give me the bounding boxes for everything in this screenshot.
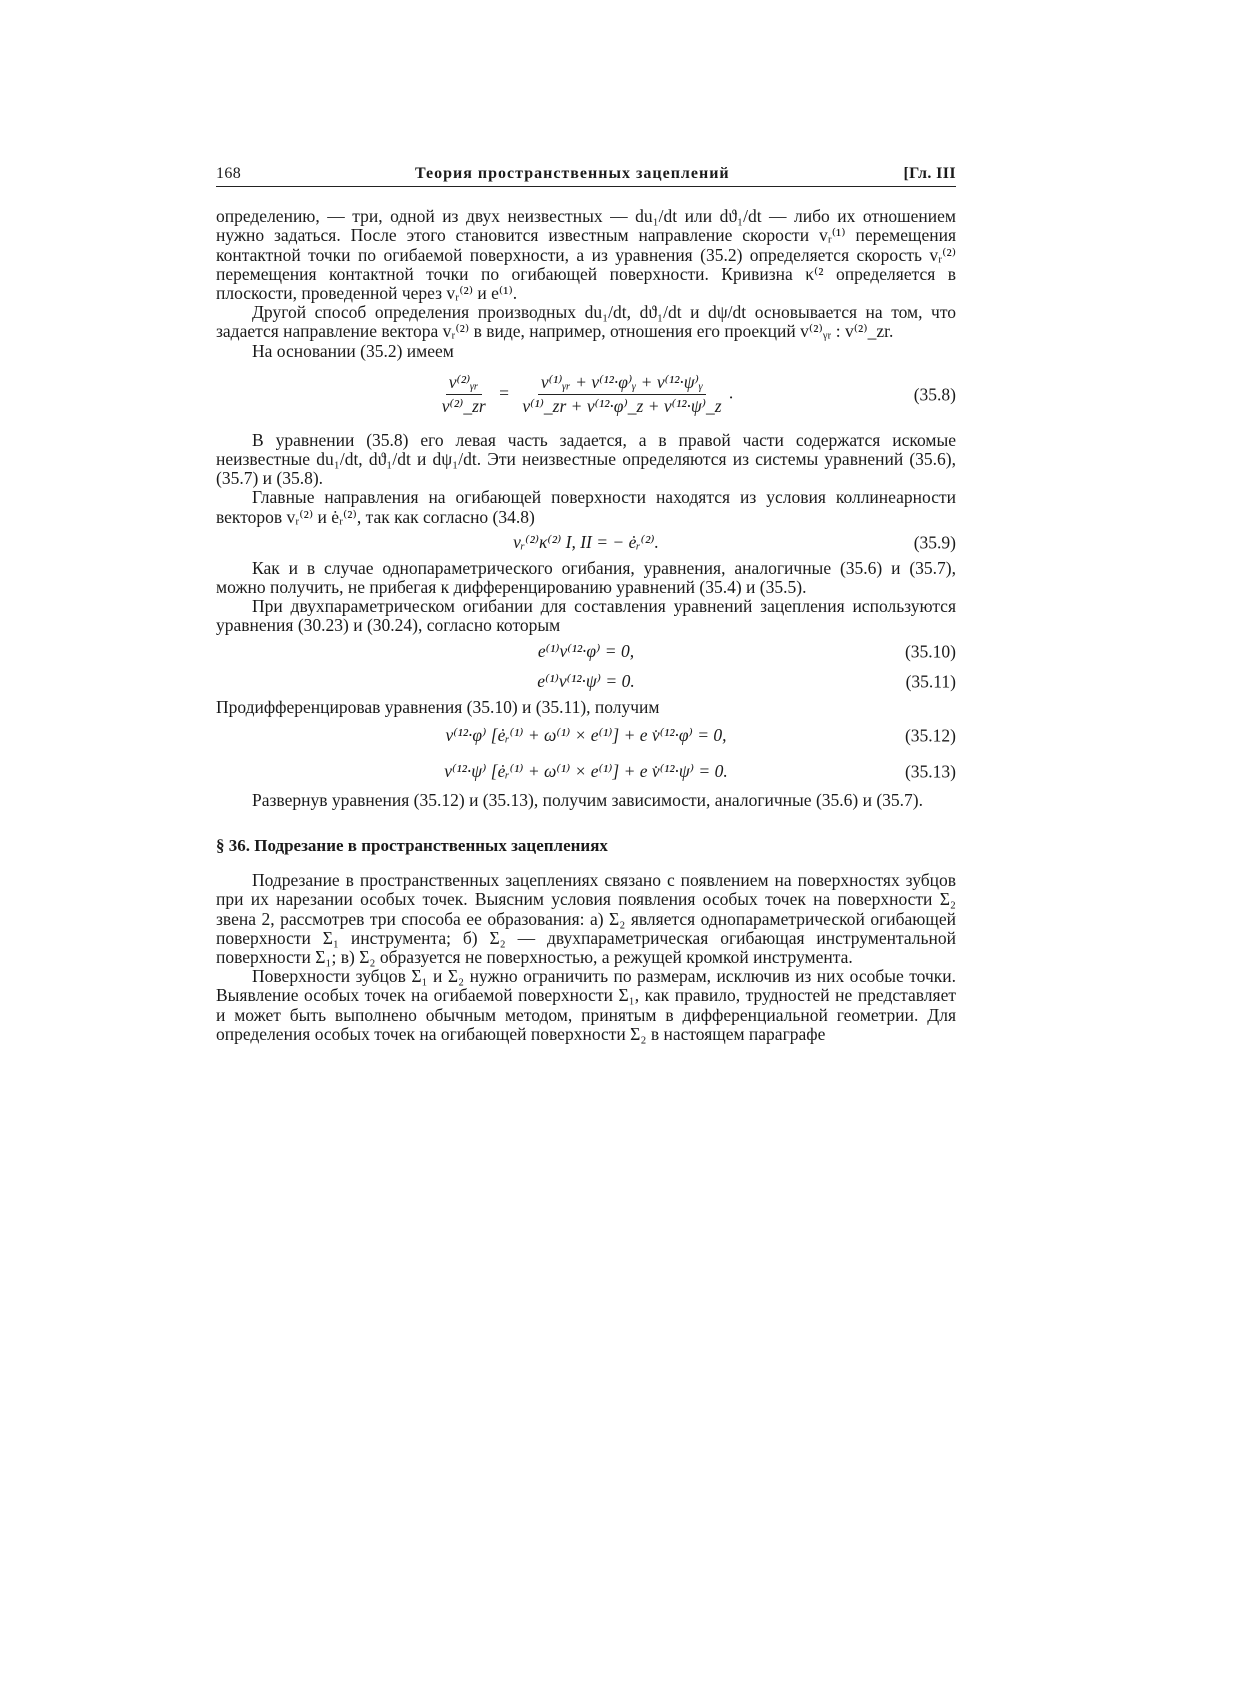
paragraph-8: Продифференцировав уравнения (35.10) и (35.11), получим (216, 696, 660, 717)
rhs-denominator: v⁽¹⁾_zr + v⁽¹²·φ⁾_z + v⁽¹²·ψ⁾_z (522, 396, 722, 417)
equation-35-10-body: e⁽¹⁾v⁽¹²·φ⁾ = 0, (537, 641, 635, 662)
equation-35-11-body: e⁽¹⁾v⁽¹²·ψ⁾ = 0. (537, 671, 635, 692)
paragraph-5: Главные направления на огибающей поверхности находятся из условия коллинеарности векторов vᵣ⁽²⁾ и ėᵣ⁽²⁾, так как согласно (34.8) (216, 487, 956, 527)
running-title: Теория пространственных зацеплений (414, 165, 730, 182)
section-title: § 36. Подрезание в пространственных зацеплениях (216, 836, 608, 856)
equation-35-8-body: $\frac{\text{v⁽²⁾ᵧᵣ}}{\text{v⁽²⁾\_zr}}$ = $\frac{\text{v⁽¹⁾ᵧᵣ + v⁽¹²·φ⁾ᵧ + v⁽¹²·ψ⁾ᵧ}}{\text{v⁽¹⁾\_zr + v⁽¹²·φ⁾\_z + v⁽¹²·ψ⁾\_z}}$ . (439, 373, 734, 416)
paragraph-3: На основании (35.2) имеем (252, 340, 454, 361)
paragraph-10: Подрезание в пространственных зацеплениях связано с появлением на поверхностях зубцов при их нарезании особых точек. Выясним условия появления особых точек на поверхности Σ₂ звена 2, рассмотрев три способа ее образования: а) Σ₂ является однопараметрической огибающей поверхности Σ₁ инструмента; б) Σ₂ — двухпараметрическая огибающая инструментальной поверхности Σ₁; в) Σ₂ образуется не поверхностью, а режущей кромкой инструмента. (216, 870, 956, 968)
paragraph-1: определению, — три, одной из двух неизвестных — du₁/dt или dϑ₁/dt — либо их отношением нужно задаться. После этого становится известным направление скорости vᵣ⁽¹⁾ перемещения контактной точки по огибаемой поверхности, а из уравнения (35.2) определяется скорость vᵣ⁽²⁾ перемещения контактной точки по огибающей поверхности. Кривизна κ⁽² определяется в плоскости, проведенной через vᵣ⁽²⁾ и e⁽¹⁾. (216, 206, 956, 304)
page (216, 164, 956, 1044)
equation-35-13-body: v⁽¹²·ψ⁾ [ėᵣ⁽¹⁾ + ω⁽¹⁾ × e⁽¹⁾] + e v̇⁽¹²·ψ⁾ = 0. (444, 761, 728, 782)
equation-35-11 (216, 668, 956, 696)
equation-number: (35.13) (904, 761, 956, 782)
equation-35-8-lhs (439, 373, 489, 416)
paragraph-6: Как и в случае однопараметрического огибания, уравнения, аналогичные (35.6) и (35.7), можно получить, не прибегая к дифференцированию уравнений (35.4) и (35.5). (216, 557, 956, 598)
paragraph-11: Поверхности зубцов Σ₁ и Σ₂ нужно ограничить по размерам, исключив из них особые точки. Выявление особых точек на огибаемой поверхности Σ₁, как правило, трудностей не представляет и может быть выполнено обычным методом, принятым в дифференциальной геометрии. Для определения особых точек на огибающей поверхности Σ₂ в настоящем параграфе (216, 966, 956, 1044)
equation-35-9 (216, 529, 956, 557)
equation-number: (35.8) (913, 384, 956, 405)
equation-35-12 (216, 719, 956, 753)
equation-35-12-body: v⁽¹²·φ⁾ [ėᵣ⁽¹⁾ + ω⁽¹⁾ × e⁽¹⁾] + e v̇⁽¹²·φ⁾ = 0, (445, 725, 727, 746)
equation-35-8 (216, 365, 956, 425)
paragraph-2: Другой способ определения производных du₁/dt, dϑ₁/dt и dψ/dt основывается на том, что задается направление вектора vᵣ⁽²⁾ в виде, например, отношения его проекций v⁽²⁾ᵧᵣ : v⁽²⁾_zr. (216, 302, 956, 342)
rhs-numerator: v⁽¹⁾ᵧᵣ + v⁽¹²·φ⁾ᵧ + v⁽¹²·ψ⁾ᵧ (538, 373, 706, 395)
equation-number: (35.12) (904, 725, 956, 746)
page-number: 168 (216, 165, 242, 182)
equation-number: (35.11) (905, 671, 956, 692)
lhs-denominator: v⁽²⁾_zr (441, 396, 486, 417)
equation-number: (35.10) (904, 641, 956, 662)
paragraph-7: При двухпараметрическом огибании для составления уравнений зацепления используются уравнения (30.23) и (30.24), согласно которым (216, 596, 956, 636)
lhs-numerator: v⁽²⁾ᵧᵣ (446, 373, 482, 395)
paragraph-4: В уравнении (35.8) его левая часть задается, а в правой части содержатся искомые неизвестные du₁/dt, dϑ₁/dt и dψ₁/dt. Эти неизвестные определяются из системы уравнений (35.6), (35.7) и (35.8). (216, 429, 956, 489)
equation-number: (35.9) (913, 532, 956, 553)
equation-35-13 (216, 755, 956, 789)
paragraph-9: Развернув уравнения (35.12) и (35.13), получим зависимости, аналогичные (35.6) и (35.7). (252, 789, 923, 810)
chapter-label: [Гл. III (903, 165, 956, 182)
equation-35-9-body: vᵣ⁽²⁾κ⁽²⁾ I, II = − ėᵣ⁽²⁾. (513, 532, 659, 553)
equation-35-8-rhs (519, 373, 724, 416)
equation-35-10 (216, 638, 956, 666)
running-header (216, 164, 956, 187)
